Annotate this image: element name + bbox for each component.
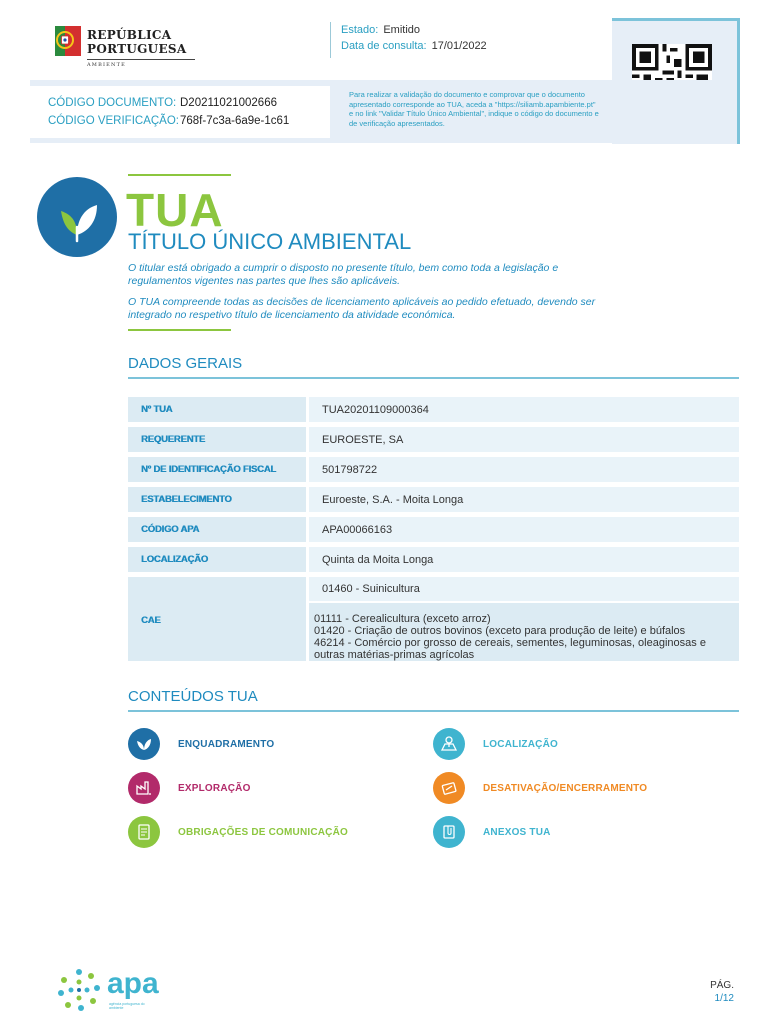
cae-secondary-line: 01420 - Criação de outros bovinos (exceto para produção de leite) e búfalos [314, 625, 686, 637]
map-pin-icon [433, 728, 465, 760]
consult-date-row [341, 38, 487, 54]
dados-gerais-table [128, 397, 739, 661]
content-label: DESATIVAÇÃO/ENCERRAMENTO [483, 782, 648, 794]
cae-main-value: 01460 - Suinicultura [309, 577, 739, 601]
logo-line-2: PORTUGUESA [87, 42, 187, 56]
section-conteudos-title: CONTEÚDOS TUA [128, 688, 258, 705]
verification-code-label: CÓDIGO VERIFICAÇÃO: [48, 115, 179, 127]
content-label: LOCALIZAÇÃO [483, 738, 558, 750]
row-label-n-tua: Nº TUA [128, 397, 306, 422]
content-link-obrigacoes[interactable] [128, 816, 348, 848]
attachment-icon [433, 816, 465, 848]
coat-of-arms-icon [55, 26, 81, 60]
logo-line-3: AMBIENTE [87, 62, 126, 68]
cae-secondary-line: 46214 - Comércio por grosso de cereais, sementes, leguminosas, oleaginosas e [314, 637, 706, 649]
apa-wordmark: apa [107, 967, 159, 1000]
table-row [128, 547, 739, 572]
page-number: 1/12 [714, 993, 734, 1004]
content-link-desativacao[interactable] [433, 772, 647, 804]
row-label-localizacao: LOCALIZAÇÃO [128, 547, 306, 572]
status-label: Estado: [341, 24, 379, 36]
content-label: ENQUADRAMENTO [178, 738, 275, 750]
cae-secondary-line: outras matérias-primas agrícolas [314, 649, 475, 661]
content-label: OBRIGAÇÕES DE COMUNICAÇÃO [178, 826, 349, 838]
status-row [341, 22, 487, 38]
table-row [128, 427, 739, 452]
content-link-localizacao[interactable] [433, 728, 558, 760]
stop-icon [433, 772, 465, 804]
verification-code-row [48, 115, 289, 127]
document-code-label: CÓDIGO DOCUMENTO: [48, 97, 177, 109]
status-block [330, 22, 487, 58]
content-link-enquadramento[interactable] [128, 728, 274, 760]
row-value-requerente: EUROESTE, SA [309, 427, 739, 452]
intro-paragraph-2: O TUA compreende todas as decisões de licenciamento aplicáveis ao pedido efetuado, devendo ser integrado no respetivo título de licenciamento da atividade económica. [128, 296, 596, 321]
page-label: PÁG. [710, 980, 734, 991]
apa-tagline: agência portuguesa do ambiente [109, 1002, 145, 1010]
content-label: EXPLORAÇÃO [178, 782, 251, 794]
row-label-cae: CAE [128, 577, 306, 661]
section-dados-gerais-rule [128, 377, 739, 379]
document-icon [128, 816, 160, 848]
verification-code-value: 768f-7c3a-6a9e-1c61 [180, 115, 290, 127]
row-label-estabelecimento: ESTABELECIMENTO [128, 487, 306, 512]
apa-logo [55, 966, 165, 1016]
cae-secondary-values [309, 603, 739, 661]
tua-leaf-icon [37, 177, 117, 257]
title-rule-top [128, 174, 231, 176]
row-value-codigo-apa: APA00066163 [309, 517, 739, 542]
republica-portuguesa-logo [55, 26, 195, 76]
leaf-icon [128, 728, 160, 760]
logo-line-1: REPÚBLICA [87, 28, 172, 42]
document-code-value: D20211021002666 [180, 97, 277, 109]
table-row-cae [128, 577, 739, 661]
section-dados-gerais-title: DADOS GERAIS [128, 355, 243, 372]
validation-note: Para realizar a validação do documento e comprovar que o documento apresentado corresponde ao TUA, aceda a "https://siliamb.apambiente.pt" e no link "Validar Título Único Ambiental", indique o código do documento e de verificação apresentados. [349, 90, 599, 128]
title-rule-bottom [128, 329, 231, 331]
table-row [128, 457, 739, 482]
row-value-n-tua: TUA20201109000364 [309, 397, 739, 422]
content-link-anexos[interactable] [433, 816, 551, 848]
row-value-estabelecimento: Euroeste, S.A. - Moita Longa [309, 487, 739, 512]
cae-values [309, 577, 739, 661]
row-label-requerente: REQUERENTE [128, 427, 306, 452]
content-link-exploracao[interactable] [128, 772, 251, 804]
row-value-localizacao: Quinta da Moita Longa [309, 547, 739, 572]
codes-box [30, 86, 330, 138]
consult-date-label: Data de consulta: [341, 40, 427, 52]
content-label: ANEXOS TUA [483, 826, 551, 838]
intro-paragraph-1: O titular está obrigado a cumprir o disposto no presente título, bem como toda a legislação e regulamentos vigentes nas partes que lhes são aplicáveis. [128, 262, 559, 287]
row-label-nif: Nº DE IDENTIFICAÇÃO FISCAL [128, 457, 306, 482]
row-value-nif: 501798722 [309, 457, 739, 482]
consult-date-value: 17/01/2022 [431, 40, 487, 52]
logo-divider [87, 59, 195, 60]
tua-subtitle: TÍTULO ÚNICO AMBIENTAL [128, 229, 412, 254]
apa-emblem-icon [55, 966, 103, 1014]
cae-secondary-line: 01111 - Cerealicultura (exceto arroz) [314, 613, 491, 625]
section-conteudos-rule [128, 710, 739, 712]
table-row [128, 487, 739, 512]
status-value: Emitido [383, 24, 420, 36]
row-label-codigo-apa: CÓDIGO APA [128, 517, 306, 542]
table-row [128, 517, 739, 542]
document-code-row [48, 97, 277, 109]
table-row [128, 397, 739, 422]
factory-icon [128, 772, 160, 804]
tua-title: TUA [126, 184, 224, 236]
